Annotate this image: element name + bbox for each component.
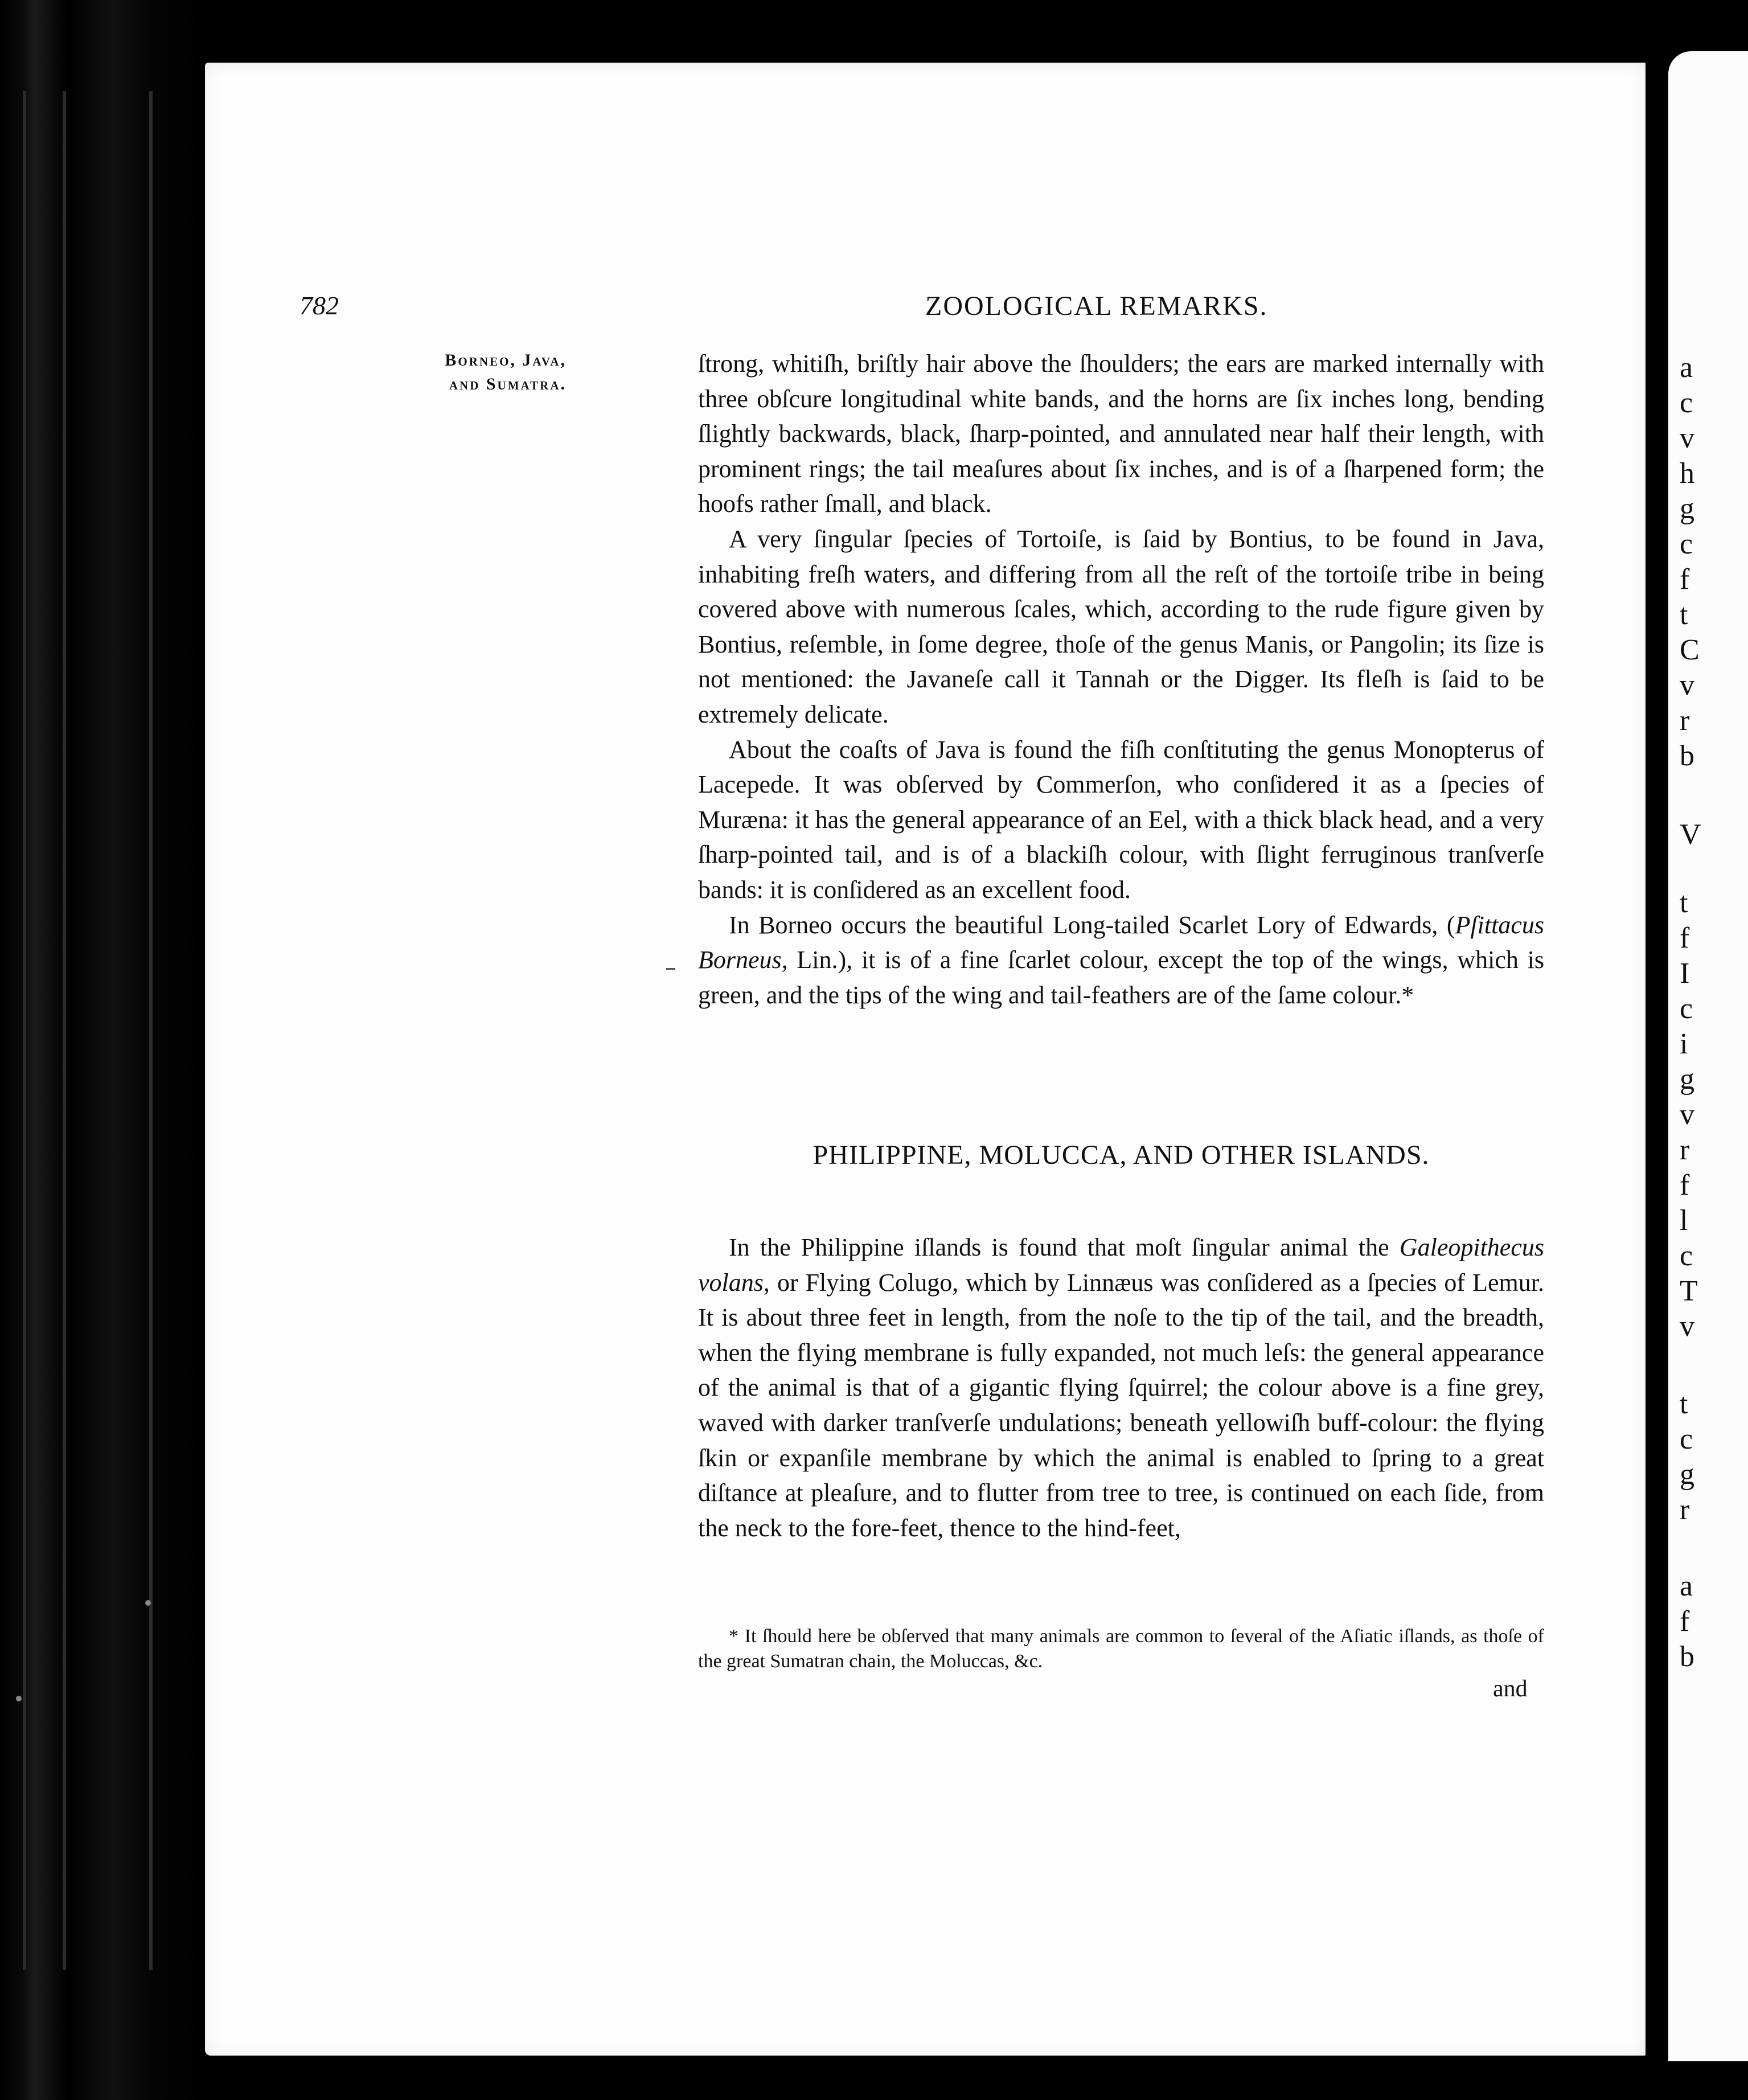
running-head [0,290,1441,330]
page-number: 782 [299,291,339,320]
next-page-letter: h [1680,457,1694,490]
next-page-letter: t [1680,1388,1688,1420]
paragraph [698,908,1544,1013]
next-page-letter: f [1680,922,1690,954]
next-page-letter: f [1680,1169,1690,1201]
next-page-letter: v [1680,669,1694,702]
species-name: Pſittacus Borneus [698,910,1544,974]
footnote: * It ſhould here be obſerved that many animals are common to ſeveral of the Aſiatic iſlands, as thoſe of the great Sumatran chain, the Moluccas, &c. [698,1626,1544,1672]
text-span: In the Philippine iſlands is found that moſt ſingular animal the [729,1233,1400,1261]
next-page-letter: c [1680,528,1693,560]
species-name: Galeopithecus volans [698,1233,1544,1297]
binding-line [23,91,26,1970]
next-page-letter: v [1680,1098,1694,1131]
next-page-letter: f [1680,563,1690,596]
page-spot [145,1600,151,1606]
paragraph: ſtrong, whitiſh, briſtly hair above the ſhoulders; the ears are marked internally with three obſcure longitudinal white bands, and the horns are ſix inches long, bending ſlightly backwards, black, ſharp-pointed, and annulated near half their length, with prominent rings; the tail meaſures about ſix inches, and is of a ſharpened form; the hoofs rather ſmall, and black. [698,350,1544,518]
paragraph: A very ſingular ſpecies of Tortoiſe, is ſaid by Bontius, to be found in Java, inhabiting freſh waters, and differing from all the reſt of the tortoiſe tribe in being covered above with numerous ſcales, which, according to the rude figure given by Bontius, reſemble, in ſome degree, thoſe of the genus Manis, or Pangolin; its ſize is not mentioned: the Javaneſe call it Tannah or the Digger. Its fleſh is ſaid to be extremely delicate. [698,524,1544,728]
next-page-letter: c [1680,1423,1693,1455]
next-page-letter: v [1680,422,1694,454]
next-page-letter: g [1680,493,1694,525]
next-page-letter: g [1680,1458,1694,1491]
next-page-letter: v [1680,1310,1694,1343]
next-page-letter: c [1680,992,1693,1025]
binding-line [63,91,66,1970]
main-text [698,346,1544,1012]
next-page-letter: t [1680,887,1688,919]
next-page-letter: c [1680,1240,1693,1272]
text-span: , or Flying Colugo, which by Linnæus was conſidered as a ſpecies of Lemur. It is about three feet in length, from the noſe to the tip of the tail, and the breadth, when the flying membrane is fully expanded, not much leſs: the general appearance of the animal is that of a gigantic flying ſquirrel; the colour above is a fine grey, waved with darker tranſverſe undulations; beneath yellowiſh buff-colour: the flying ſkin or expanſile membrane by which the animal is enabled to ſpring to a great diſtance at pleaſure, and to flutter from tree to tree, is continued on each ſide, from the neck to the fore-feet, thence to the hind-feet, [698,1268,1544,1542]
next-page-letter: a [1680,1570,1693,1602]
next-page-letter: C [1680,634,1700,666]
next-page-letter: b [1680,1640,1694,1673]
paragraph: About the coaſts of Java is found the fiſh conſtituting the genus Monopterus of Lacepede. It was obſerved by Commerſon, who conſidered it as a ſpecies of Muræna: it has the general appearance of an Eel, with a thick black head, and a very ſharp-pointed tail, and is of a blackiſh colour, with ſlight ferruginous tranſverſe bands: it is conſidered as an excellent food. [698,735,1544,904]
next-page-letter: V [1680,818,1701,851]
next-page-edge [1668,51,1748,2061]
binding-line [149,91,153,1970]
next-page-letter: r [1680,1494,1690,1526]
next-page-letter: T [1680,1275,1698,1307]
margin-dash [666,968,675,970]
margin-note [316,348,567,396]
margin-note-line: Borneo, Java, [445,351,567,370]
next-page-letter: g [1680,1063,1694,1096]
next-page-letter: f [1680,1605,1690,1638]
next-page-letter: r [1680,1134,1690,1166]
margin-note-line: and Sumatra. [449,375,567,393]
catchword: and [1493,1676,1528,1702]
section-heading: PHILIPPINE, MOLUCCA, AND OTHER ISLANDS. [813,1140,1430,1170]
next-page-letter: i [1680,1028,1688,1060]
next-page-letter: r [1680,704,1690,737]
text-span: In Borneo occurs the beautiful Long-tailed Scarlet Lory of Edwards, ( [729,910,1455,939]
next-page-letter: c [1680,387,1693,419]
next-page-letter: l [1680,1204,1688,1237]
paragraph [698,1230,1544,1545]
section-text [698,1230,1544,1545]
next-page-letter: t [1680,598,1688,631]
text-span: , Lin.), it is of a fine ſcarlet colour, except the top of the wings, which is green, and the tips of the wing and tail-feathers are of the ſame colour.* [698,946,1544,1009]
page-spot [16,1696,22,1701]
next-page-letter: a [1680,351,1693,384]
next-page-letter: b [1680,740,1694,772]
running-title: ZOOLOGICAL REMARKS. [925,291,1268,321]
next-page-letter: I [1680,957,1690,990]
